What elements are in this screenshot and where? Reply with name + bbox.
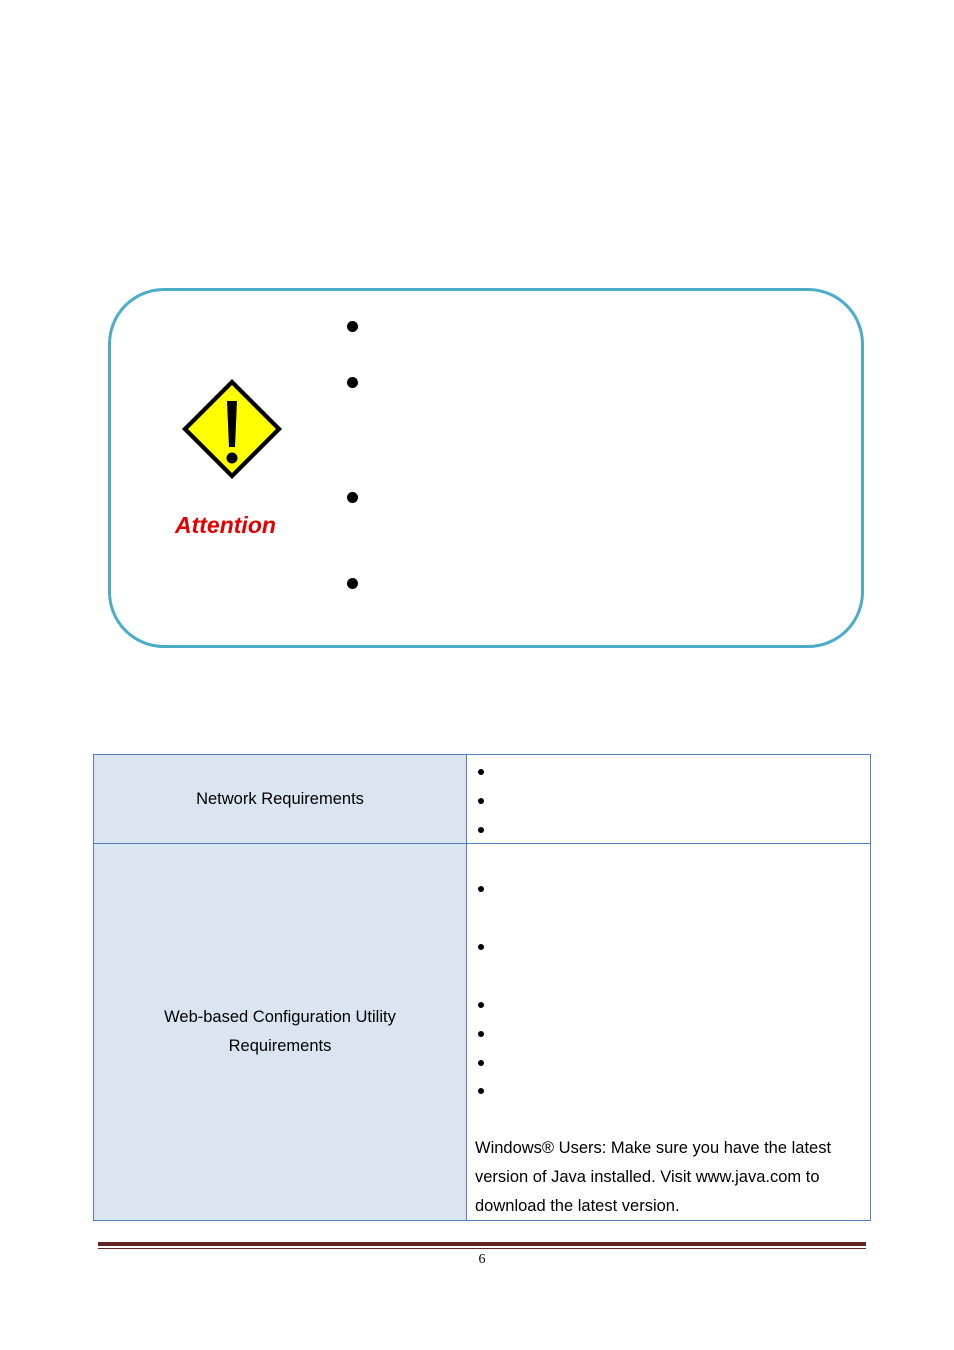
bullet xyxy=(347,492,358,503)
warning-icon xyxy=(178,375,286,483)
bullet xyxy=(347,321,358,332)
list-bullet xyxy=(478,769,484,775)
attention-label: Attention xyxy=(175,512,276,538)
list-bullet xyxy=(478,798,484,804)
footer-rule xyxy=(98,1242,866,1246)
network-requirements-value xyxy=(467,755,871,844)
web-utility-requirements-label: Web-based Configuration Utility Requirements xyxy=(94,844,467,1221)
bullet xyxy=(347,377,358,388)
list-bullet xyxy=(478,1002,484,1008)
list-bullet xyxy=(478,886,484,892)
requirements-table xyxy=(93,754,871,1221)
table-row xyxy=(94,755,871,844)
table-row xyxy=(94,844,871,1221)
list-bullet xyxy=(478,1060,484,1066)
web-utility-requirements-value xyxy=(467,844,871,1221)
list-bullet xyxy=(478,827,484,833)
list-bullet xyxy=(478,1031,484,1037)
footer-rule-thin xyxy=(98,1248,866,1249)
page-number: 6 xyxy=(478,1252,486,1267)
network-requirements-label: Network Requirements xyxy=(94,755,467,844)
bullet xyxy=(347,578,358,589)
java-note: Windows® Users: Make sure you have the latest version of Java installed. Visit www.java.com to download the latest version. xyxy=(475,1139,832,1215)
attention-box xyxy=(108,288,864,648)
list-bullet xyxy=(478,1088,484,1094)
list-bullet xyxy=(478,944,484,950)
